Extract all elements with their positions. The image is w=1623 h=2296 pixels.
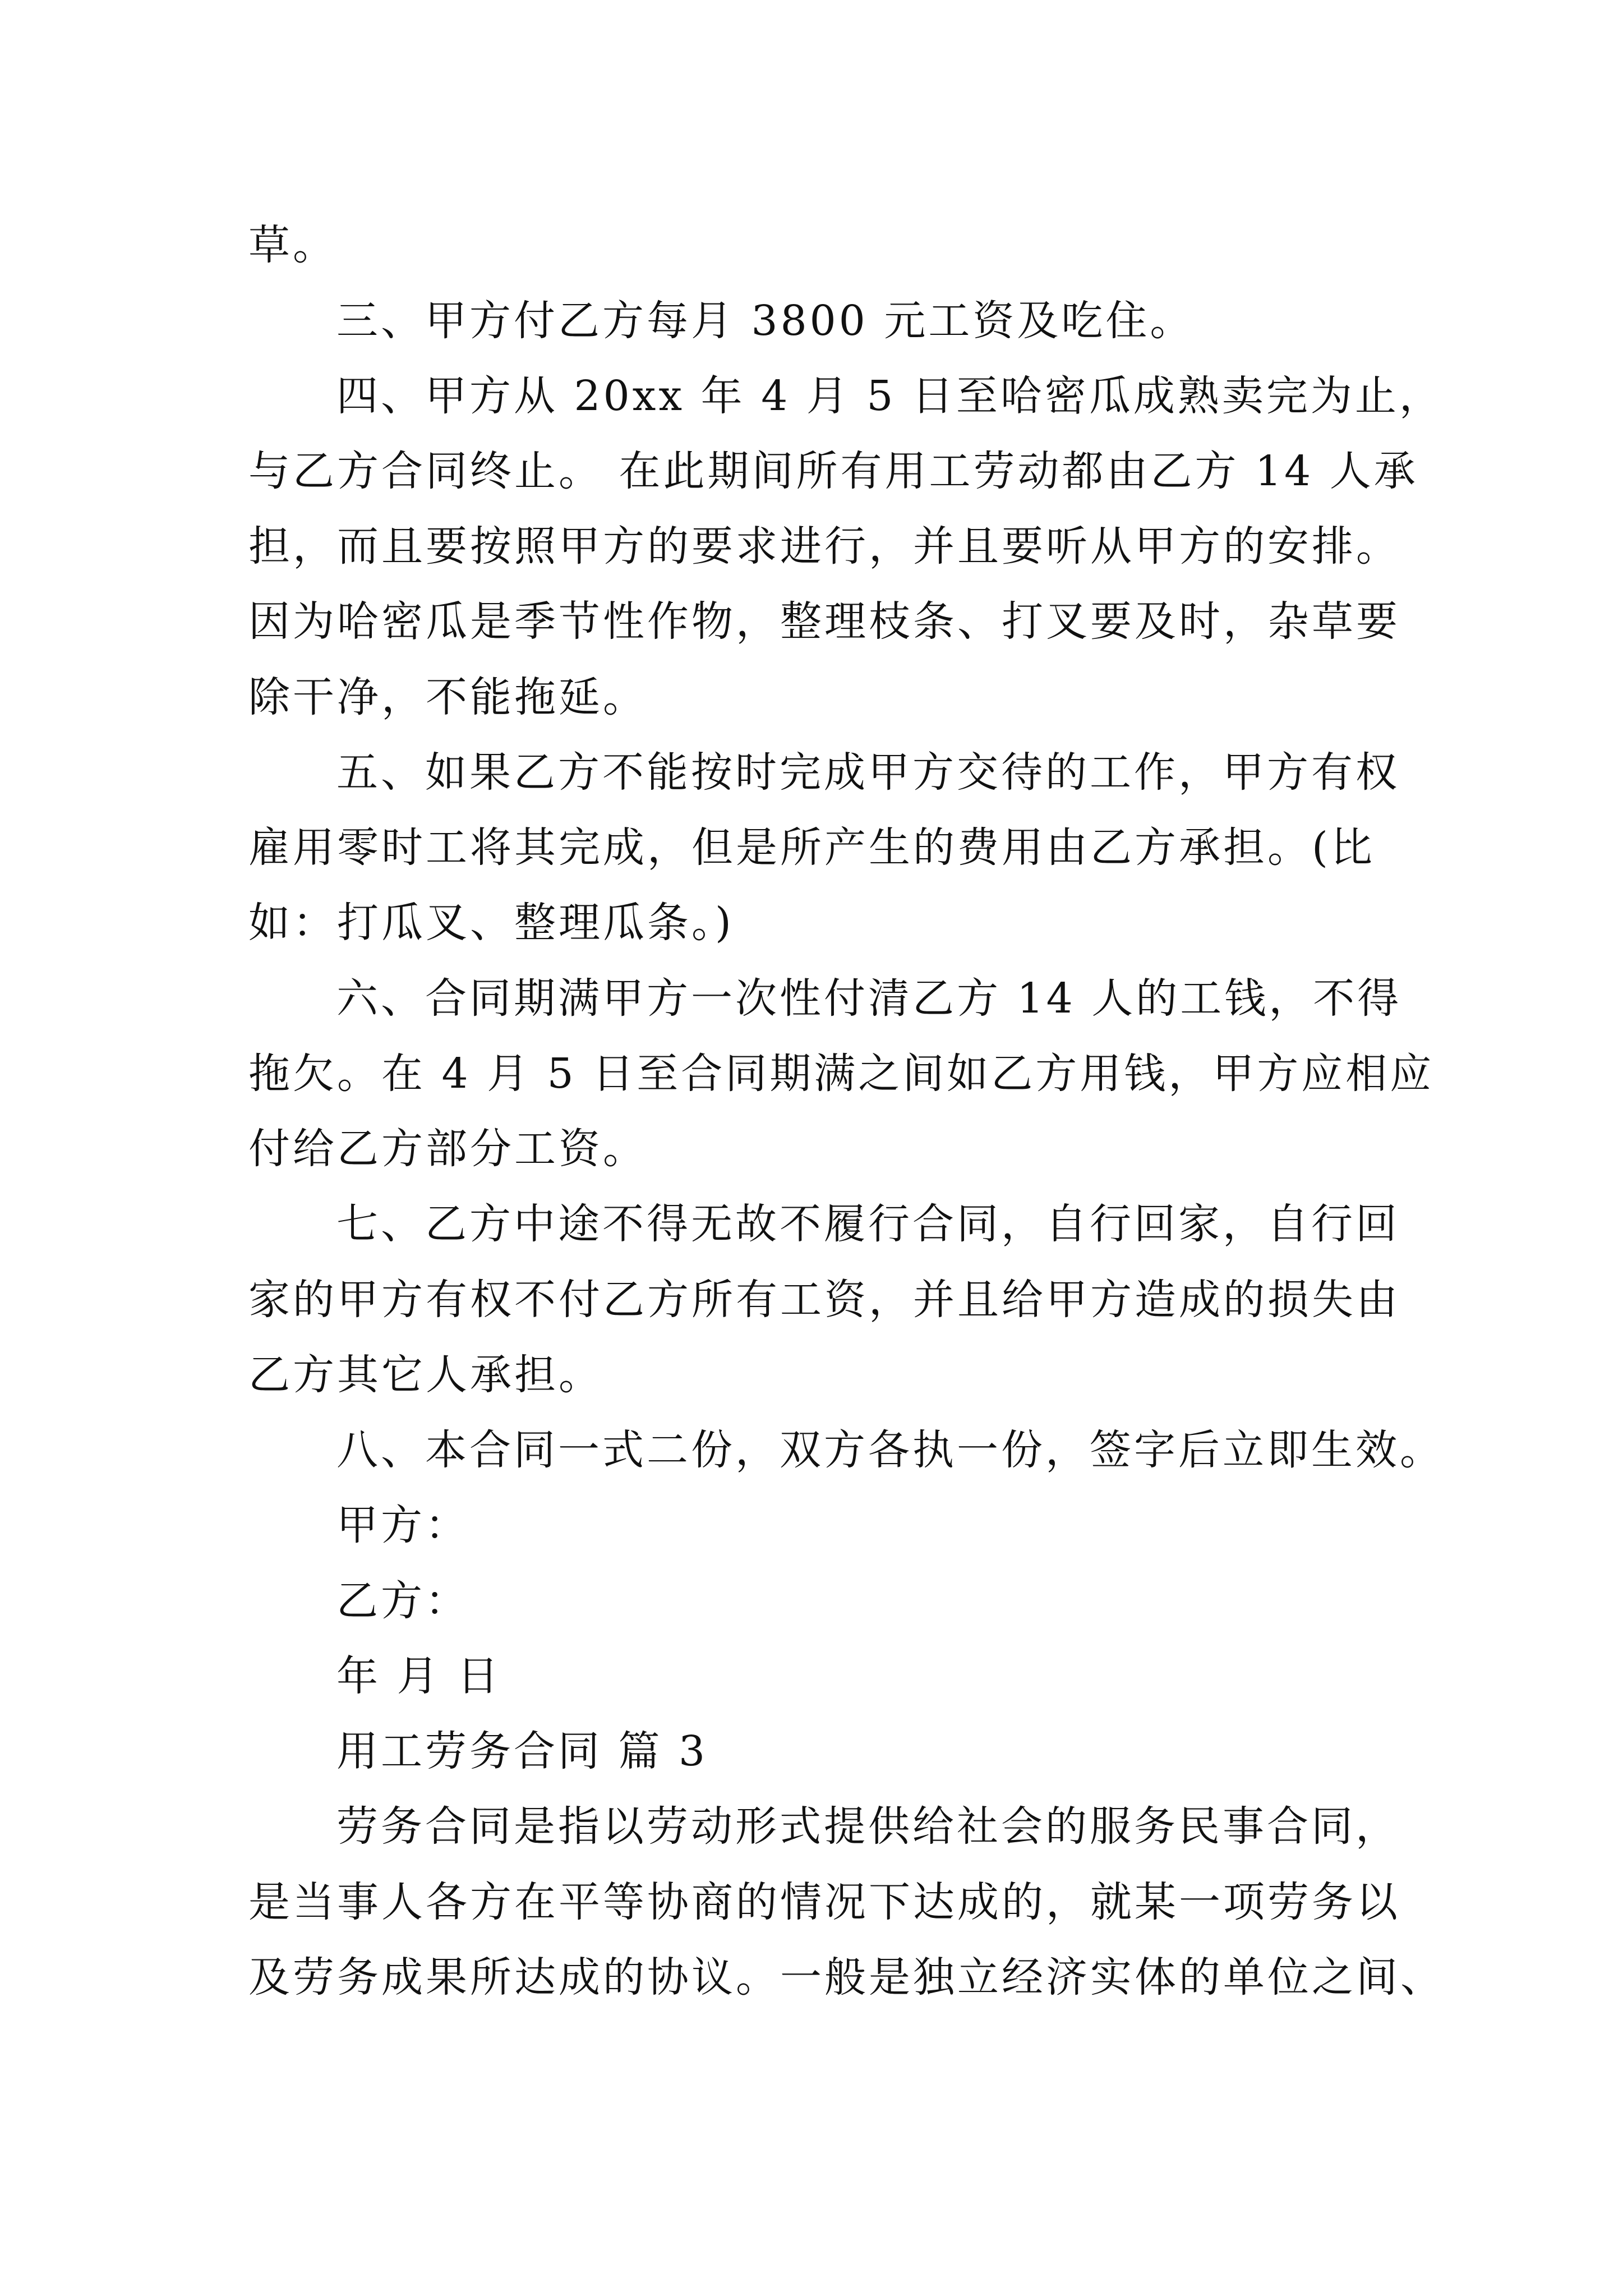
date-line: 年 月 日 bbox=[336, 1652, 502, 1700]
clause-8: 八、本合同一式二份，双方各执一份，签字后立即生效。 bbox=[336, 1426, 1444, 1474]
text-line: 乙方其它人承担。 bbox=[248, 1351, 603, 1399]
section-heading: 用工劳务合同 篇 3 bbox=[336, 1727, 708, 1775]
text-line: 除干净，不能拖延。 bbox=[248, 673, 647, 721]
text-line: 雇用零时工将其完成，但是所产生的费用由乙方承担。(比 bbox=[248, 823, 1375, 872]
party-a-label: 甲方： bbox=[336, 1501, 469, 1549]
text-line: 付给乙方部分工资。 bbox=[248, 1125, 647, 1173]
clause-5: 五、如果乙方不能按时完成甲方交待的工作，甲方有权 bbox=[336, 748, 1400, 797]
text-line: 与乙方合同终止。 在此期间所有用工劳动都由乙方 14 人承 bbox=[248, 447, 1418, 495]
clause-7: 七、乙方中途不得无故不履行合同，自行回家，自行回 bbox=[336, 1200, 1400, 1248]
text-line: 因为哈密瓜是季节性作物，整理枝条、打叉要及时，杂草要 bbox=[248, 597, 1400, 646]
clause-6: 六、合同期满甲方一次性付清乙方 14 人的工钱，不得 bbox=[336, 974, 1402, 1023]
text-line: 家的甲方有权不付乙方所有工资，并且给甲方造成的损失由 bbox=[248, 1276, 1400, 1324]
text-line: 及劳务成果所达成的协议。一般是独立经济实体的单位之间、 bbox=[248, 1953, 1445, 2001]
party-b-label: 乙方： bbox=[336, 1577, 469, 1625]
text-line: 如：打瓜叉、整理瓜条。) bbox=[248, 899, 734, 947]
text-line: 拖欠。在 4 月 5 日至合同期满之间如乙方用钱，甲方应相应 bbox=[248, 1050, 1435, 1098]
paragraph-start: 劳务合同是指以劳动形式提供给社会的服务民事合同， bbox=[336, 1802, 1400, 1851]
text-line: 担，而且要按照甲方的要求进行，并且要听从甲方的安排。 bbox=[248, 522, 1400, 570]
text-line: 草。 bbox=[248, 221, 337, 269]
clause-3: 三、甲方付乙方每月 3800 元工资及吃住。 bbox=[336, 297, 1195, 345]
text-line: 是当事人各方在平等协商的情况下达成的，就某一项劳务以 bbox=[248, 1878, 1400, 1926]
clause-4: 四、甲方从 20xx 年 4 月 5 日至哈密瓜成熟卖完为止， bbox=[336, 372, 1444, 420]
